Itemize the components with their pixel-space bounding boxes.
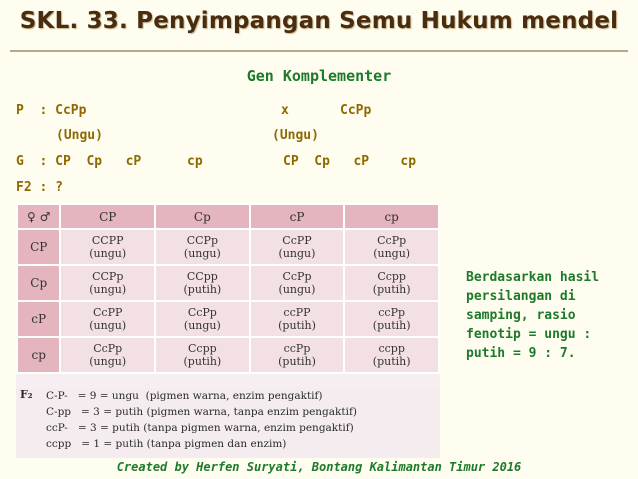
table-cell: Ccpp (putih): [155, 337, 250, 373]
gamete-left-last: cp: [187, 154, 203, 169]
table-cell: ccpp (putih): [344, 337, 439, 373]
table-cell: CCPP (ungu): [60, 229, 155, 265]
cross-symbol: x: [281, 103, 289, 118]
f2-label: F₂: [20, 388, 33, 401]
row-header: cP: [17, 301, 60, 337]
table-cell: CcPP (ungu): [60, 301, 155, 337]
table-cell: CCPp (ungu): [60, 265, 155, 301]
ratio-note: Berdasarkan hasil persilangan di samping, rasio fenotip = ungu : putih = 9 : 7.: [466, 270, 600, 361]
slide-subtitle: Gen Komplementer: [246, 67, 392, 85]
row-header: Cp: [17, 265, 60, 301]
column-header: cp: [344, 204, 439, 229]
row-header: CP: [17, 229, 60, 265]
table-cell: CcPp (ungu): [250, 265, 345, 301]
table-cell: CCPp (ungu): [155, 229, 250, 265]
table-cell: CcPp (ungu): [60, 337, 155, 373]
table-cell: CcPp (ungu): [344, 229, 439, 265]
table-cell: CcPp (ungu): [155, 301, 250, 337]
table-row: [17, 265, 439, 301]
phenotype-left: (Ungu): [56, 128, 103, 143]
column-header: CP: [60, 204, 155, 229]
phenotype-right: (Ungu): [272, 128, 319, 143]
parent-left: P : CcPp: [16, 103, 87, 118]
footer-credit: Created by Herfen Suryati, Bontang Kalimantan Timur 2016: [116, 460, 522, 474]
table-row: [17, 337, 439, 373]
table-cell: ccPP (putih): [250, 301, 345, 337]
table-row: [17, 229, 439, 265]
table-cell: ccPp (putih): [344, 301, 439, 337]
table-cell: CcPP (ungu): [250, 229, 345, 265]
row-header: cp: [17, 337, 60, 373]
legend-line: ccP- = 3 = putih (tanpa pigmen warna, enzim pengaktif): [46, 422, 354, 434]
f2-legend: [16, 388, 440, 458]
parent-right: CcPp: [340, 103, 372, 118]
punnett-table: [16, 203, 440, 374]
gamete-left: G : CP Cp cP: [16, 154, 142, 169]
column-header: cP: [250, 204, 345, 229]
title-divider: [10, 50, 628, 52]
slide-title: SKL. 33. Penyimpangan Semu Hukum mendel: [19, 8, 619, 34]
table-row: [17, 301, 439, 337]
table-cell: ccPp (putih): [250, 337, 345, 373]
f2-question: F2 : ?: [16, 180, 63, 195]
column-header: Cp: [155, 204, 250, 229]
table-cell: CCpp (putih): [155, 265, 250, 301]
table-cell: Ccpp (putih): [344, 265, 439, 301]
legend-line: C-pp = 3 = putih (pigmen warna, tanpa enzim pengaktif): [46, 406, 357, 418]
gender-symbols: ♀ ♂: [17, 204, 60, 229]
legend-line: ccpp = 1 = putih (tanpa pigmen dan enzim): [46, 438, 287, 450]
gamete-right: CP Cp cP cp: [283, 154, 417, 169]
punnett-image: [16, 203, 440, 458]
legend-line: C-P- = 9 = ungu (pigmen warna, enzim pengaktif): [46, 390, 323, 402]
